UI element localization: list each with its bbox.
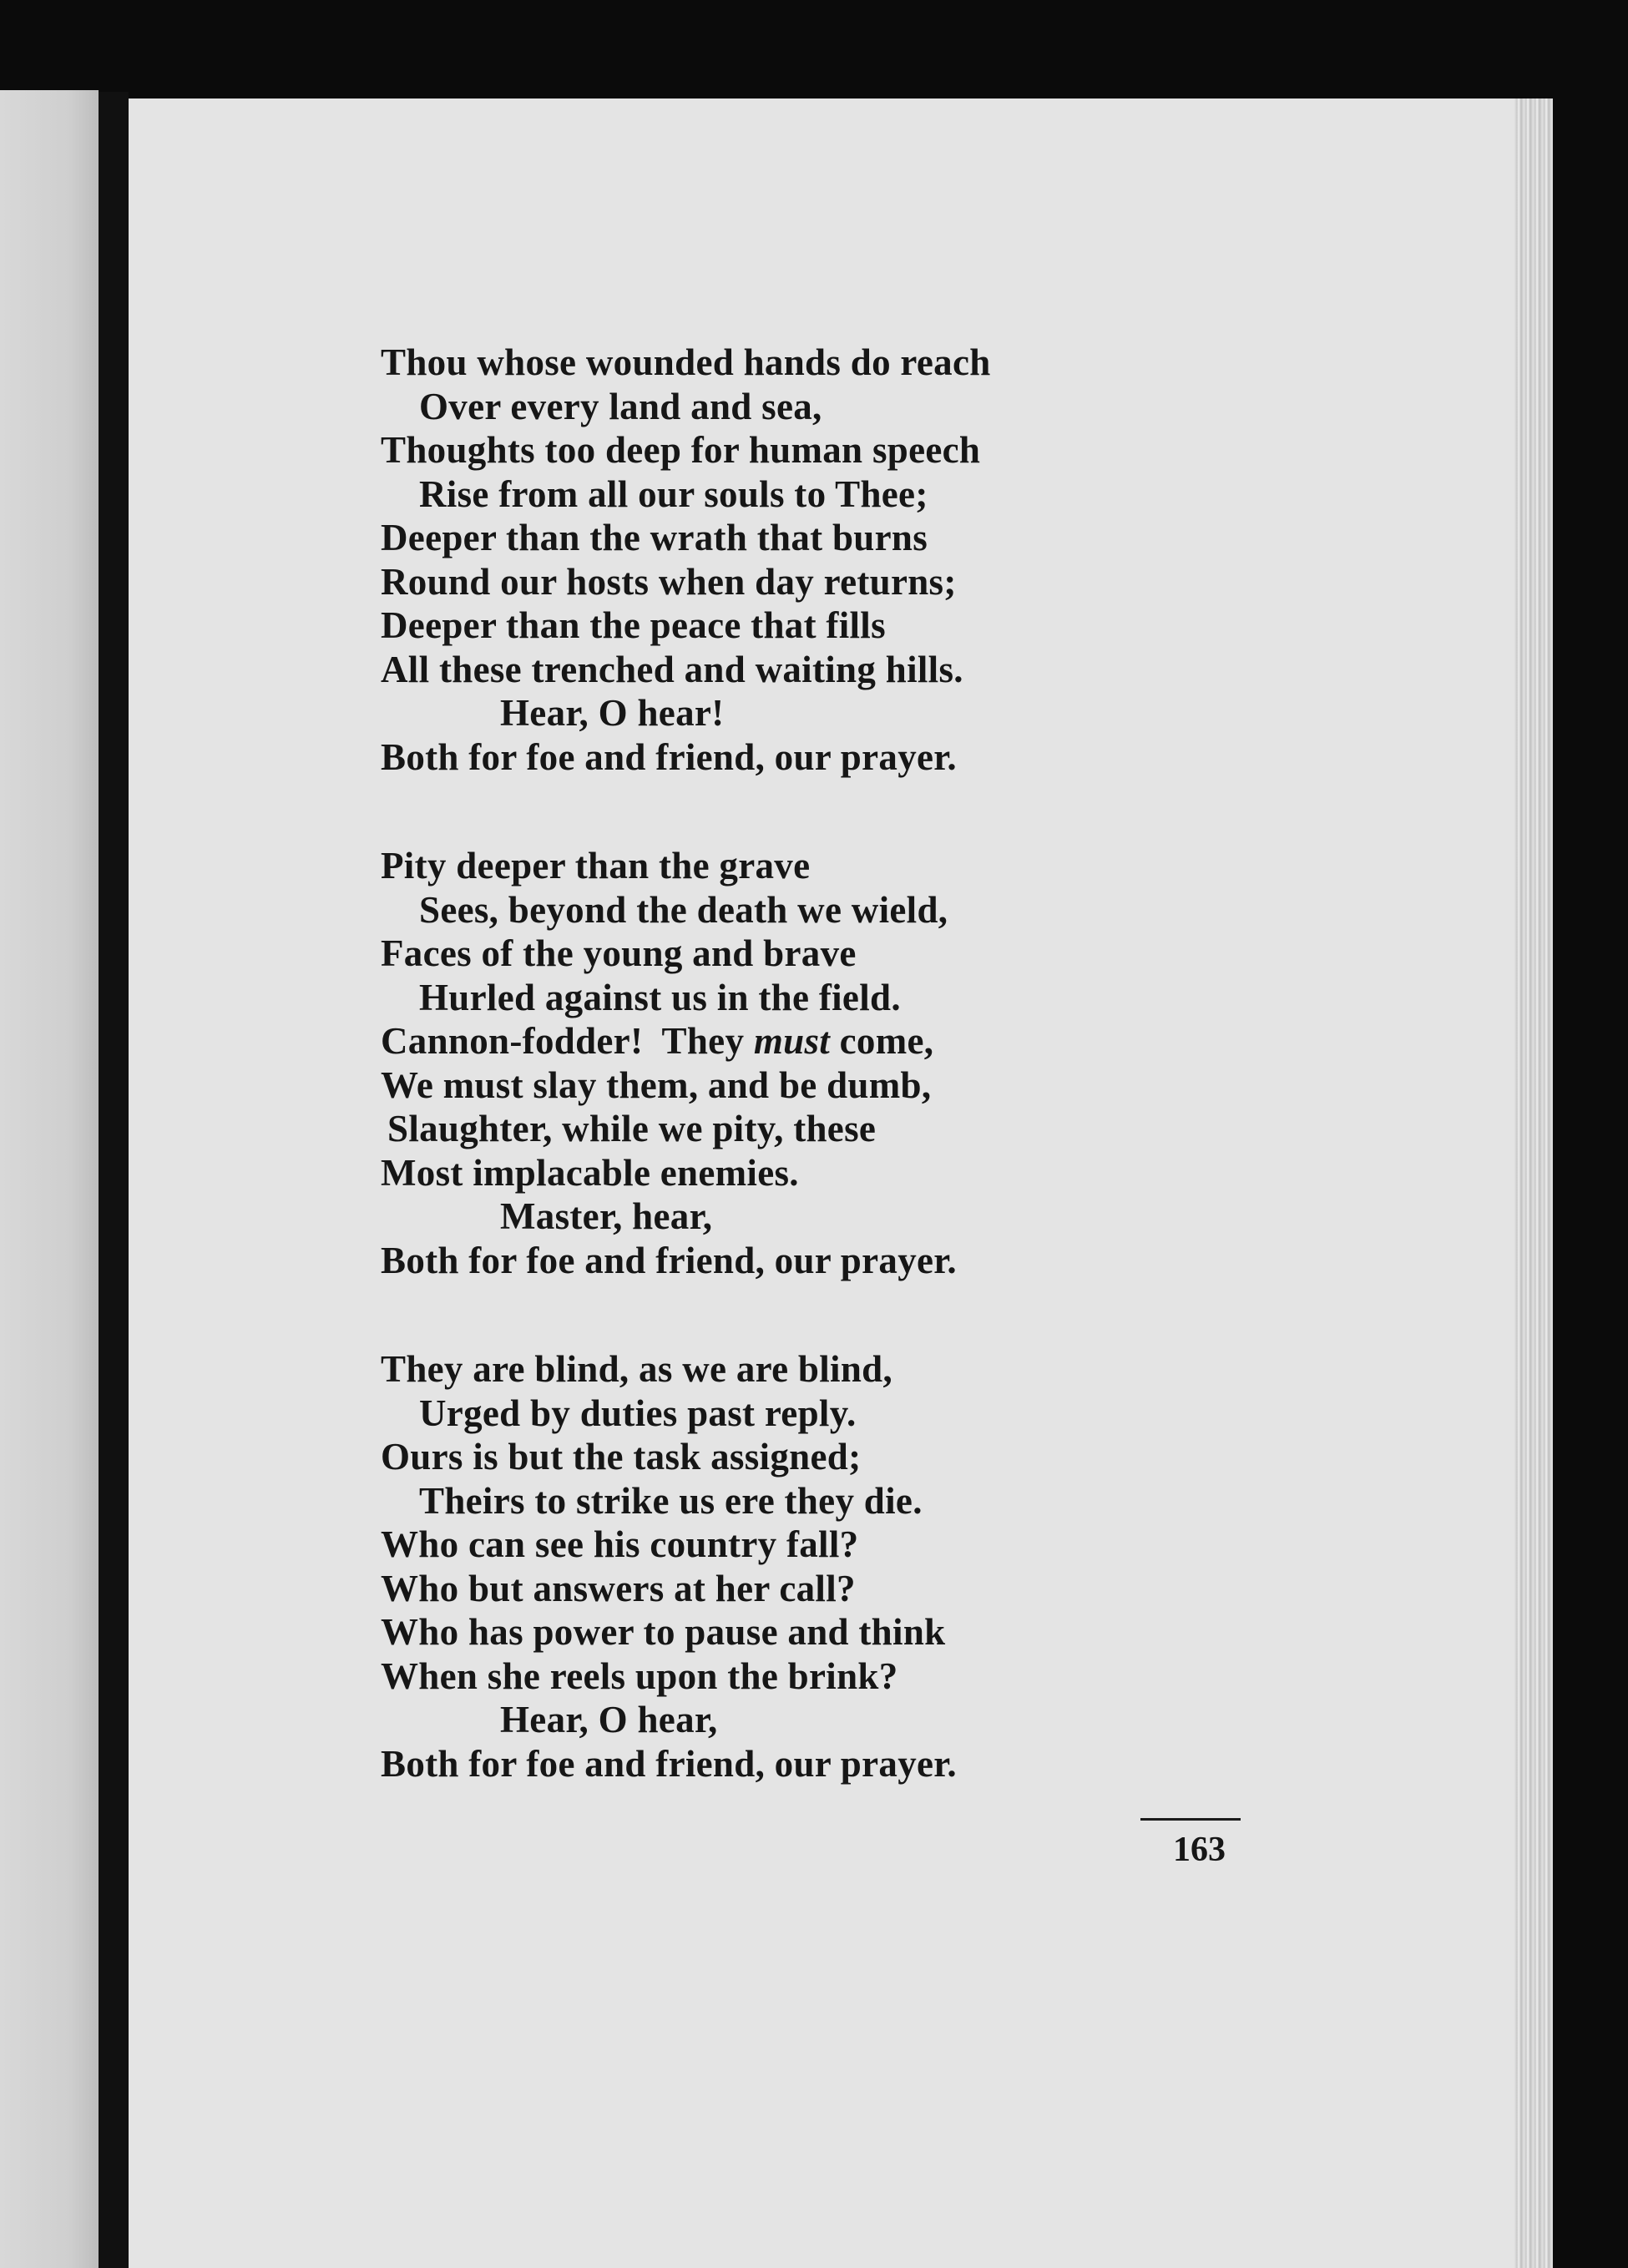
folio-rule: [1140, 1818, 1241, 1821]
poem-line: Over every land and sea,: [419, 385, 822, 427]
poem-line: Sees, beyond the death we wield,: [419, 888, 948, 931]
page-stack-edge: [1514, 98, 1553, 2268]
poem-line: Who but answers at her call?: [381, 1567, 856, 1609]
poem-refrain-line: Both for foe and friend, our prayer.: [381, 1239, 957, 1281]
poem-line: Deeper than the wrath that burns: [381, 517, 928, 558]
poem-line: Ours is but the task assigned;: [381, 1436, 862, 1477]
poem-refrain: Master, hear,: [500, 1195, 713, 1237]
poem-line: Thoughts too deep for human speech: [381, 429, 981, 471]
poem-line: Pity deeper than the grave: [381, 845, 811, 886]
book-gutter: [99, 92, 129, 2268]
poem-refrain-line: Both for foe and friend, our prayer.: [381, 1742, 957, 1785]
poem-refrain-line: Both for foe and friend, our prayer.: [381, 735, 957, 778]
poem-refrain: Hear, O hear!: [500, 692, 725, 734]
stanza-1: [381, 341, 1299, 779]
poem-line: Hurled against us in the field.: [419, 976, 901, 1018]
poem-line: Round our hosts when day returns;: [381, 560, 957, 603]
page-number: 163: [1173, 1831, 1226, 1869]
poem-line: All these trenched and waiting hills.: [381, 648, 963, 690]
poem: [381, 341, 1299, 1851]
poem-line: Slaughter, while we pity, these: [387, 1108, 877, 1149]
poem-line: Thou whose wounded hands do reach: [381, 341, 991, 383]
poem-line: [381, 1019, 1299, 1063]
scan-border: [1553, 98, 1628, 2268]
poem-line: Most implacable enemies.: [381, 1151, 799, 1194]
poem-line-part: They: [661, 1020, 745, 1062]
poem-line: Urged by duties past reply.: [419, 1392, 857, 1434]
poem-line: Who can see his country fall?: [381, 1523, 859, 1565]
left-page-edge: [0, 90, 99, 2268]
poem-line: When she reels upon the brink?: [381, 1654, 898, 1697]
poem-line-part: Cannon-fodder!: [381, 1020, 644, 1062]
stanza-2: [381, 844, 1299, 1282]
poem-line-part: come,: [839, 1020, 934, 1062]
emphasized-word: must: [753, 1020, 831, 1062]
stanza-3: [381, 1347, 1299, 1786]
poem-line: Theirs to strike us ere they die.: [419, 1479, 923, 1522]
poem-line: They are blind, as we are blind,: [381, 1348, 893, 1390]
poem-line: Deeper than the peace that fills: [381, 604, 886, 646]
poem-line: Faces of the young and brave: [381, 932, 857, 974]
poem-line: We must slay them, and be dumb,: [381, 1063, 932, 1106]
poem-line: Rise from all our souls to Thee;: [419, 472, 928, 515]
poem-refrain: Hear, O hear,: [500, 1699, 718, 1740]
poem-line: Who has power to pause and think: [381, 1611, 946, 1653]
